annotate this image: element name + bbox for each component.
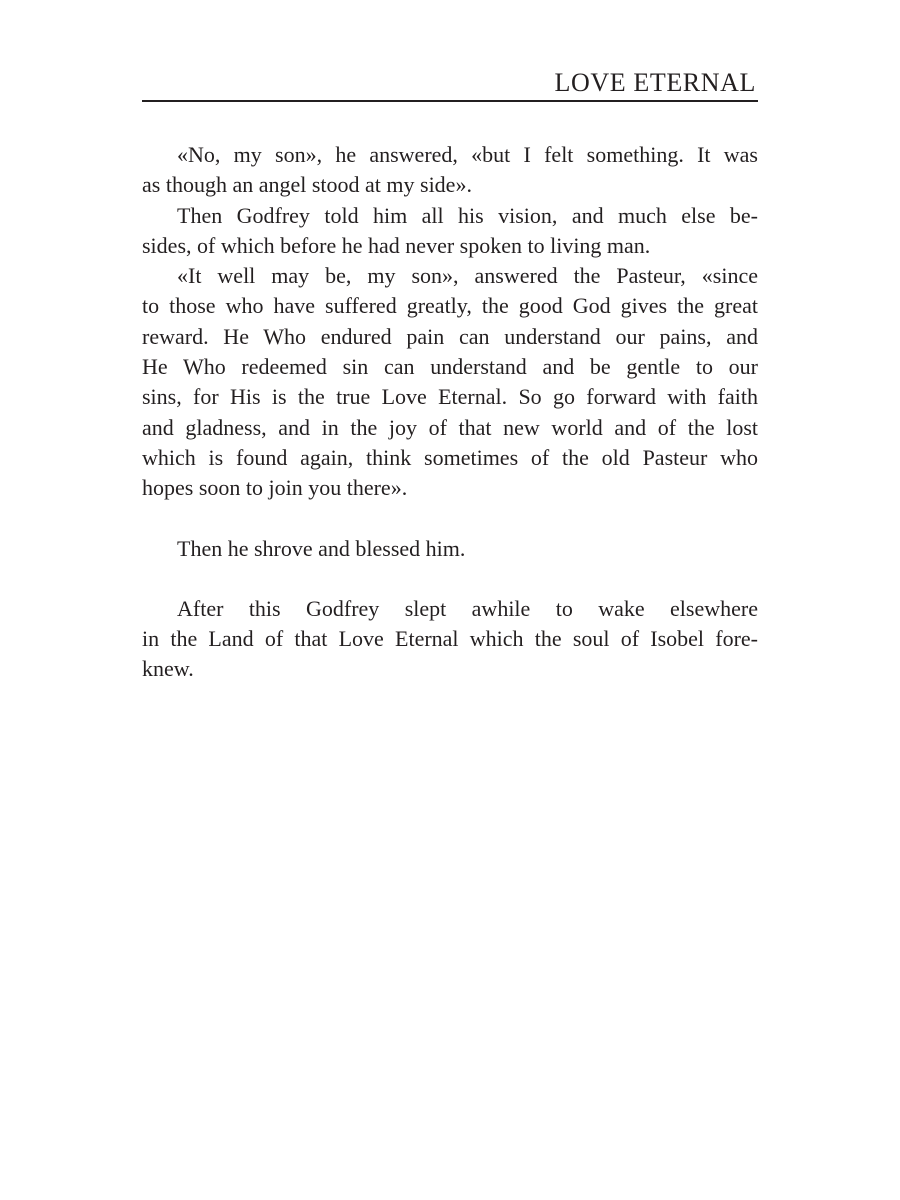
text-line: as though an angel stood at my side».	[142, 172, 472, 198]
text-line: «It well may be, my son», answered the Pasteur, «since	[177, 263, 758, 289]
text-line: which is found again, think sometimes of the old Pasteur who	[142, 444, 758, 470]
text-line: He Who redeemed sin can understand and be gentle to our	[142, 354, 758, 380]
text-line: to those who have suffered greatly, the good God gives the great	[142, 293, 758, 319]
paragraph-spacer	[142, 504, 758, 534]
running-header	[142, 64, 758, 102]
running-title: LOVE ETERNAL	[554, 68, 756, 97]
text-line: in the Land of that Love Eternal which the soul of Isobel fore-	[142, 626, 758, 652]
text-line: sides, of which before he had never spoken to living man.	[142, 232, 651, 258]
paragraph-2	[142, 201, 758, 262]
text-line: After this Godfrey slept awhile to wake elsewhere	[177, 595, 758, 621]
text-line: Then Godfrey told him all his vision, and much else be-	[177, 202, 758, 228]
text-line: knew.	[142, 656, 194, 682]
text-line: Then he shrove and blessed him.	[177, 535, 466, 561]
text-line: «No, my son», he answered, «but I felt something. It was	[177, 142, 758, 167]
paragraph-4	[142, 534, 758, 564]
paragraph-spacer	[142, 564, 758, 594]
text-line: sins, for His is the true Love Eternal. So go forward with faith	[142, 384, 758, 410]
text-line: and gladness, and in the joy of that new world and of the lost	[142, 414, 758, 440]
paragraph-3	[142, 261, 758, 503]
text-line: hopes soon to join you there».	[142, 475, 408, 501]
body-text	[142, 140, 758, 685]
paragraph-5	[142, 594, 758, 685]
paragraph-1	[142, 140, 758, 201]
text-line: reward. He Who endured pain can understand our pains, and	[142, 323, 758, 349]
